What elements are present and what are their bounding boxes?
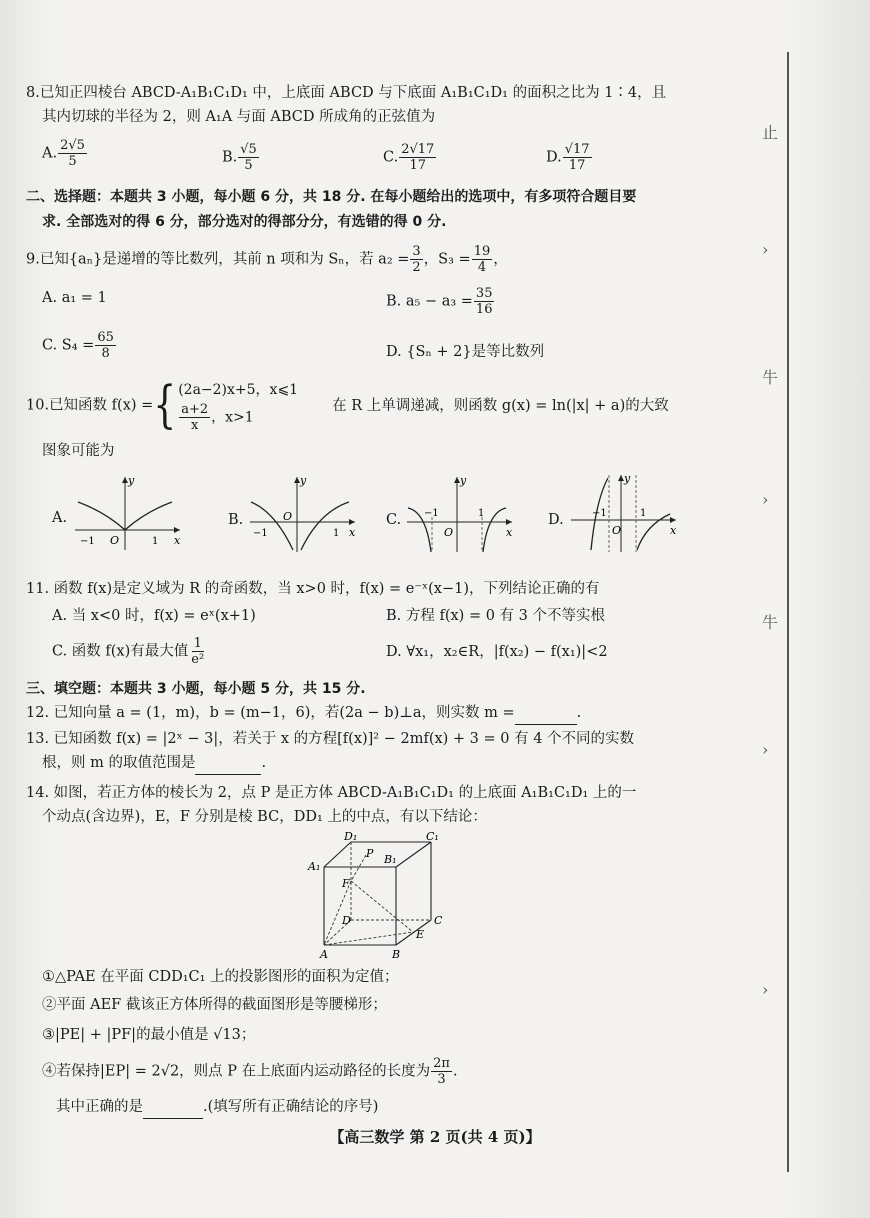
q8-option-a[interactable]: A. $\frac{2√5}{5}$ [42,138,85,169]
q9-option-b[interactable]: B. a₅ − a₃ = $\frac{35}{16}$ [386,286,493,317]
svg-text:O: O [612,524,622,537]
q9-option-a[interactable]: A. a₁ = 1 [42,290,107,306]
margin-mark: › [762,240,769,259]
q14-cube-figure [306,830,446,960]
cube-label-e: E [416,928,425,941]
q11-option-c[interactable]: C. 函数 f(x)有最大值 $\frac{1}{\text{e²}}$ [52,636,205,667]
q8-stem-line2: 其内切球的半径为 2，则 A₁A 与面 ABCD 所成角的正弦值为 [42,109,436,125]
q12-answer-blank[interactable] [515,702,577,725]
q11-option-a[interactable]: A. 当 x<0 时，f(x) = eˣ(x+1) [52,608,256,624]
margin-mark: 止 [762,123,779,142]
q10-graph-c[interactable] [402,472,517,554]
q9-stem: 9.已知{aₙ}是递增的等比数列，其前 n 项和为 Sₙ，若 a₂ = $\frac{3}{2}$ ，S₃ = $\frac{19}{4}$ ， [26,244,508,275]
q14-stem-line2: 个动点(含边界)，E，F 分别是棱 BC，DD₁ 上的中点，有以下结论： [42,809,487,825]
svg-text:1: 1 [640,508,647,519]
svg-text:−1: −1 [592,508,607,519]
tick-label: −1 [80,536,95,547]
q10-option-a-label[interactable]: A. [52,510,68,526]
q14-conclusion-4: ④若保持|EP| = 2√2，则点 P 在上底面内运动路径的长度为 $\frac{2\pi}{3}$ . [42,1056,458,1087]
axis-label-x: x [174,534,181,547]
cube-label-a1: A₁ [308,860,321,873]
section3-heading: 三、填空题：本题共 3 小题，每小题 5 分，共 15 分. [26,681,366,697]
q13-stem-line1: 13. 已知函数 f(x) = |2ˣ − 3|，若关于 x 的方程[f(x)]² − 2mf(x) + 3 = 0 有 4 个不同的实数 [26,731,635,747]
svg-text:O: O [444,526,454,539]
binding-margin-line [787,52,789,1172]
svg-text:O: O [283,510,293,523]
q13-stem-line2: 根，则 m 的取值范围是 . [42,752,266,775]
q8-stem-line1: 8.已知正四棱台 ABCD-A₁B₁C₁D₁ 中，上底面 ABCD 与下底面 A₁B₁C₁D₁ 的面积之比为 1∶4，且 [26,85,667,101]
cube-label-p: P [366,847,374,860]
svg-text:y: y [624,472,631,485]
section2-heading-line1: 二、选择题：本题共 3 小题，每小题 6 分，共 18 分. 在每小题给出的选项中，有多项符合题目要 [26,189,637,205]
q8-option-d[interactable]: D. $\frac{√17}{17}$ [546,142,590,173]
margin-mark: › [762,490,769,509]
svg-text:−1: −1 [424,508,439,519]
piecewise-brace: { [153,376,177,434]
cube-label-b1: B₁ [384,853,397,866]
q10-option-c-label[interactable]: C. [386,512,402,528]
cube-label-d: D [342,914,351,927]
svg-text:y: y [300,474,307,487]
q12-stem: 12. 已知向量 a = (1，m)，b = (m−1，6)，若(2a − b)⊥a，则实数 m = . [26,702,581,725]
q14-conclusion-1: ①△PAE 在平面 CDD₁C₁ 上的投影图形的面积为定值； [42,969,399,985]
q10-graph-d[interactable] [566,470,681,554]
q11-stem: 11. 函数 f(x)是定义域为 R 的奇函数，当 x>0 时，f(x) = e⁻ˣ(x−1)，下列结论正确的有 [26,581,600,597]
q14-answer-blank[interactable] [143,1096,203,1119]
piecewise-definition: (2a−2)x+5，x⩽1 $\frac{a+2}{x}$ ，x>1 [178,382,299,433]
tick-label: 1 [152,536,159,547]
q14-answer-line: 其中正确的是 .(填写所有正确结论的序号) [56,1096,378,1119]
margin-mark: › [762,740,769,759]
q8-option-b[interactable]: B. $\frac{√5}{5}$ [222,142,257,173]
q11-option-d[interactable]: D. ∀x₁，x₂∈R，|f(x₂) − f(x₁)|<2 [386,644,608,660]
cube-label-c1: C₁ [426,830,439,843]
q8-option-c[interactable]: C. $\frac{2√17}{17}$ [383,142,435,173]
svg-text:1: 1 [333,528,340,539]
svg-text:x: x [349,526,356,539]
margin-mark: 牛 [762,368,779,387]
q11-option-b[interactable]: B. 方程 f(x) = 0 有 3 个不等实根 [386,608,605,624]
cube-label-b: B [392,948,401,960]
q10-stem: 10.已知函数 f(x) ={ (2a−2)x+5，x⩽1 $\frac{a+2}{x}$ ，x>1 在 R 上单调递减，则函数 g(x) = ln(|x| + a)的大致 [26,376,669,434]
q10-stem-line2: 图象可能为 [42,443,115,459]
cube-label-a: A [320,948,328,960]
svg-text:x: x [670,524,677,537]
svg-text:−1: −1 [253,528,268,539]
svg-text:x: x [506,526,513,539]
page-footer: 【高三数学 第 2 页(共 4 页)】 [329,1128,541,1146]
axis-label-y: y [128,474,135,487]
q9-option-d[interactable]: D. {Sₙ + 2}是等比数列 [386,344,545,360]
cube-label-d1: D₁ [344,830,358,843]
margin-mark: › [762,980,769,999]
q14-stem-line1: 14. 如图，若正方体的棱长为 2，点 P 是正方体 ABCD-A₁B₁C₁D₁ 的上底面 A₁B₁C₁D₁ 上的一 [26,785,637,801]
q10-graph-b[interactable] [245,472,360,554]
origin-label: O [110,534,120,547]
svg-text:y: y [460,474,467,487]
section2-heading-line2: 求. 全部选对的得 6 分，部分选对的得部分分，有选错的得 0 分. [42,214,447,230]
margin-mark: 牛 [762,613,779,632]
svg-text:1: 1 [478,508,485,519]
q13-answer-blank[interactable] [195,752,261,775]
cube-label-f: F [342,877,350,890]
q14-conclusion-3: ③|PE| + |PF|的最小值是 √13； [42,1027,256,1043]
q14-conclusion-2: ②平面 AEF 截该正方体所得的截面图形是等腰梯形； [42,997,387,1013]
q10-option-d-label[interactable]: D. [548,512,564,528]
cube-label-c: C [434,914,443,927]
q10-option-b-label[interactable]: B. [228,512,244,528]
q9-option-c[interactable]: C. S₄ = $\frac{65}{8}$ [42,330,114,361]
q10-graph-a[interactable] [70,472,185,554]
